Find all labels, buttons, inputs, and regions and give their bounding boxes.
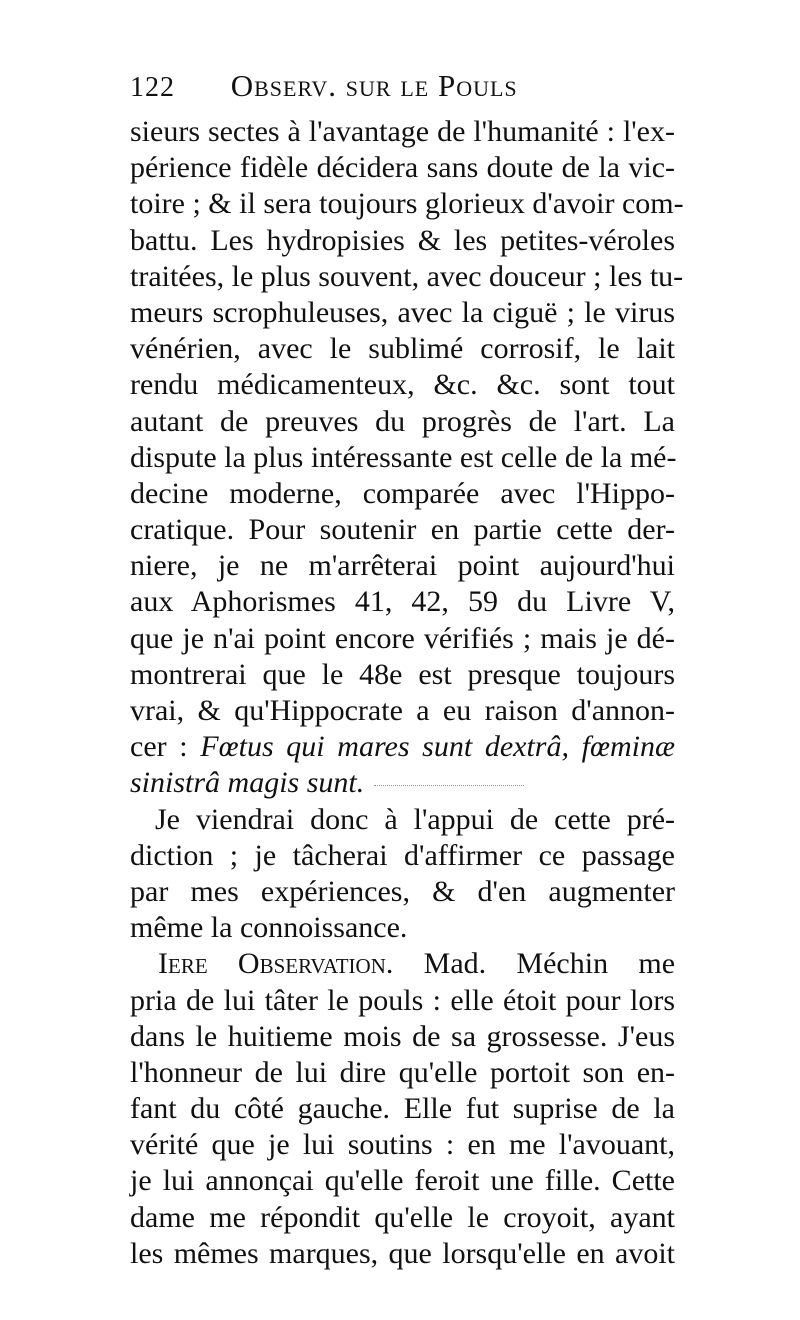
text-line: fant du côté gauche. Elle fut suprise de la — [130, 1092, 675, 1126]
text-line: vrai, & qu'Hippocrate a eu raison d'annon- — [130, 694, 675, 727]
text-line: diction ; je tâcherai d'affirmer ce passage — [130, 838, 675, 872]
observation-text: Mad. Méchin me — [393, 947, 676, 981]
text-line: que je n'ai point encore vérifiés ; mais je dé- — [130, 621, 675, 655]
text-line-latin-quote — [130, 729, 675, 765]
running-head: Observ. sur le Pouls — [230, 68, 518, 103]
text-line: je lui annonçai qu'elle feroit une fille. Cette — [130, 1164, 675, 1198]
latin-quote-part2: sinistrâ magis sunt. — [130, 766, 365, 800]
text-line: l'honneur de lui dire qu'elle portoit son en- — [130, 1055, 675, 1089]
text-line: sieurs sectes à l'avantage de l'humanité : l'ex- — [130, 115, 675, 148]
section-rule — [374, 785, 524, 786]
text-line: les mêmes marques, que lorsqu'elle en avoit — [130, 1236, 675, 1270]
text-line: montrerai que le 48e est presque toujours — [130, 657, 675, 691]
text-line: vérité que je lui soutins : en me l'avouant, — [130, 1128, 675, 1162]
text-line-latin-quote-end — [130, 765, 675, 801]
text-line: meurs scrophuleuses, avec la ciguë ; le virus — [130, 295, 675, 329]
text-line: rendu médicamenteux, &c. &c. sont tout — [130, 368, 675, 402]
text-line: Je viendrai donc à l'appui de cette pré- — [155, 802, 675, 836]
text-line: aux Aphorismes 41, 42, 59 du Livre V, — [130, 585, 675, 619]
text-line: decine moderne, comparée avec l'Hippo- — [130, 476, 675, 510]
text-line: cratique. Pour soutenir en partie cette der- — [130, 513, 675, 547]
text-line: toire ; & il sera toujours glorieux d'avoir com- — [130, 187, 684, 221]
text-prefix: cer : — [130, 730, 201, 764]
text-line: pria de lui tâter le pouls : elle étoit pour lors — [130, 983, 675, 1017]
page-number: 122 — [130, 72, 175, 103]
text-line: traitées, le plus souvent, avec douceur ; les tu- — [130, 259, 684, 293]
text-line: dame me répondit qu'elle le croyoit, ayant — [130, 1200, 675, 1234]
text-line: même la connoissance. — [130, 911, 408, 945]
text-line: battu. Les hydropisies & les petites-véroles — [130, 223, 675, 257]
text-line: vénérien, avec le sublimé corrosif, le lait — [130, 332, 675, 366]
text-line: périence fidèle décidera sans doute de la vic- — [130, 151, 675, 185]
latin-quote-part1: Fœtus qui mares sunt dextrâ, fœminæ — [200, 730, 675, 764]
text-line: dispute la plus intéressante est celle de la mé- — [130, 440, 677, 474]
body-text — [130, 114, 684, 1272]
text-line: niere, je ne m'arrêterai point aujourd'hui — [130, 549, 675, 583]
observation-label: Iere Observation. — [158, 947, 394, 981]
page-header — [130, 68, 690, 112]
text-line: dans le huitieme mois de sa grossesse. J'eus — [130, 1019, 675, 1053]
text-line: autant de preuves du progrès de l'art. La — [130, 404, 675, 438]
observation-heading-line — [130, 946, 675, 982]
text-line: par mes expériences, & d'en augmenter — [130, 874, 675, 908]
